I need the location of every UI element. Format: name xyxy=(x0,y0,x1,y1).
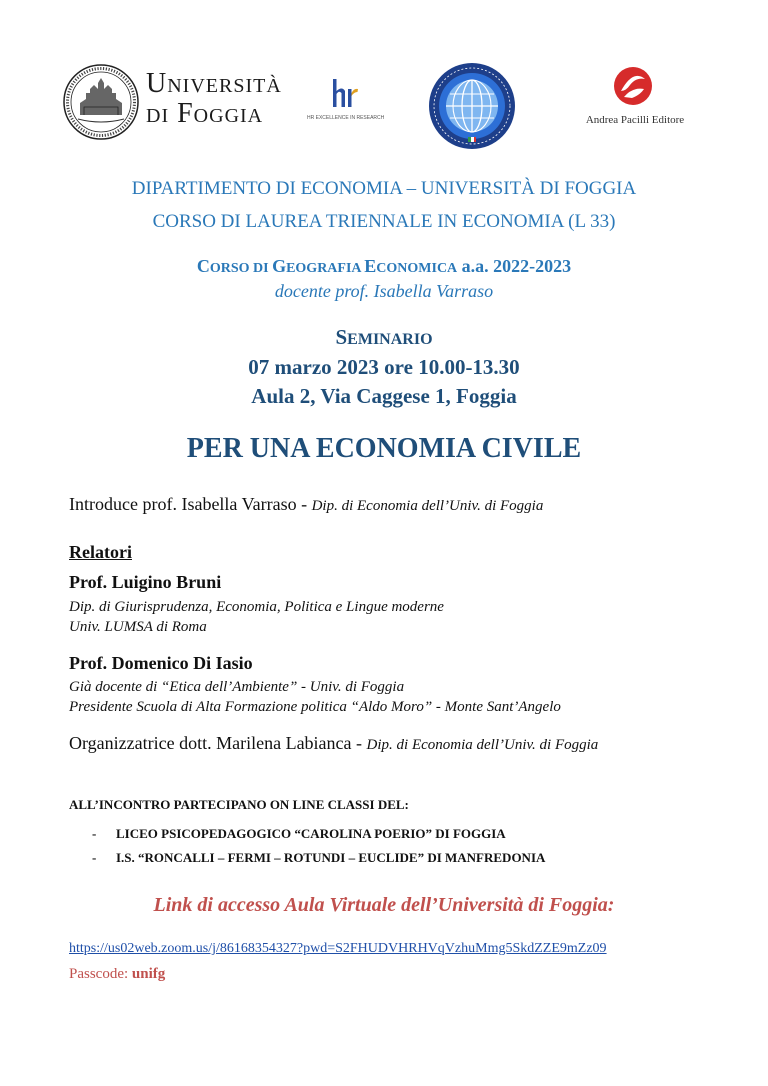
intro-line xyxy=(69,494,543,515)
intro-text: Introduce prof. Isabella Varraso - xyxy=(69,494,312,514)
academic-year: a.a. 2022-2023 xyxy=(457,256,572,276)
university-seal-icon xyxy=(62,63,140,141)
seminar-label-first: S xyxy=(335,325,348,349)
course-title-part: CONOMICA xyxy=(376,261,458,276)
speaker-name: Prof. Domenico Di Iasio xyxy=(69,653,253,673)
class-name: LICEO PSICOPEDAGOGICO “CAROLINA POERIO” DI FOGGIA xyxy=(116,826,506,841)
organizer-line xyxy=(69,733,598,754)
bullet-dash: - xyxy=(92,850,97,865)
access-heading: Link di accesso Aula Virtuale dell’Università di Foggia: xyxy=(153,894,615,916)
bullet-dash: - xyxy=(92,826,97,841)
class-name: I.S. “RONCALLI – FERMI – ROTUNDI – EUCLIDE” DI MANFREDONIA xyxy=(116,850,546,865)
seminar-datetime: 07 marzo 2023 ore 10.00-13.30 xyxy=(248,355,520,379)
speaker-affiliation: Già docente di “Etica dell’Ambiente” - Univ. di Foggia xyxy=(69,679,405,695)
degree-heading: CORSO DI LAUREA TRIENNALE IN ECONOMIA (L 33) xyxy=(152,211,616,232)
speaker-name: Prof. Luigino Bruni xyxy=(69,572,222,592)
speakers-heading: Relatori xyxy=(69,542,132,562)
logo-bar xyxy=(0,55,768,165)
publisher-logo xyxy=(570,65,700,135)
classes-heading: ALL’INCONTRO PARTECIPANO ON LINE CLASSI DEL: xyxy=(69,797,409,812)
publisher-mark-icon xyxy=(612,65,654,107)
seminar-label-rest: EMINARIO xyxy=(347,331,433,348)
passcode-line xyxy=(69,966,165,983)
course-teacher: docente prof. Isabella Varraso xyxy=(274,281,494,301)
class-list-item xyxy=(92,850,545,866)
university-wordmark-line2: di Foggia xyxy=(146,98,264,129)
speaker-affiliation: Dip. di Giurisprudenza, Economia, Politica e Lingue moderne xyxy=(69,599,444,615)
zoom-link[interactable]: https://us02web.zoom.us/j/86168354327?pwd=S2FHUDVHRHVqVzhuMmg5SkdZZE9mZz09 xyxy=(69,941,607,956)
passcode-value: unifg xyxy=(131,966,166,982)
course-title-part: ORSO DI xyxy=(209,261,273,276)
intro-affiliation: Dip. di Economia dell’Univ. di Foggia xyxy=(311,498,544,514)
hr-excellence-logo xyxy=(307,77,385,127)
course-title xyxy=(0,256,768,277)
hr-excellence-icon xyxy=(329,77,359,111)
seminar-label xyxy=(0,325,768,350)
university-wordmark-line1: Università xyxy=(146,68,282,99)
organizer-affiliation: Dip. di Economia dell’Univ. di Foggia xyxy=(366,737,599,753)
seminar-title: PER UNA ECONOMIA CIVILE xyxy=(186,433,582,464)
university-wordmark xyxy=(146,69,282,129)
class-list-item xyxy=(92,826,506,842)
hr-excellence-caption: HR EXCELLENCE IN RESEARCH xyxy=(307,115,385,121)
speaker-affiliation: Univ. LUMSA di Roma xyxy=(69,619,207,635)
speaker-affiliation: Presidente Scuola di Alta Formazione politica “Aldo Moro” - Monte Sant’Angelo xyxy=(69,699,561,715)
globe-seal-icon xyxy=(427,61,517,151)
passcode-label: Passcode: xyxy=(69,966,132,982)
course-title-part: E xyxy=(364,256,377,276)
organizer-text: Organizzatrice dott. Marilena Labianca - xyxy=(69,733,367,753)
course-title-part: G xyxy=(272,256,287,276)
department-heading: DIPARTIMENTO DI ECONOMIA – UNIVERSITÀ DI FOGGIA xyxy=(131,178,637,199)
publisher-name: Andrea Pacilli Editore xyxy=(585,114,685,126)
course-title-part: EOGRAFIA xyxy=(286,261,365,276)
seminar-location: Aula 2, Via Caggese 1, Foggia xyxy=(251,384,517,408)
course-title-part: C xyxy=(196,256,210,276)
